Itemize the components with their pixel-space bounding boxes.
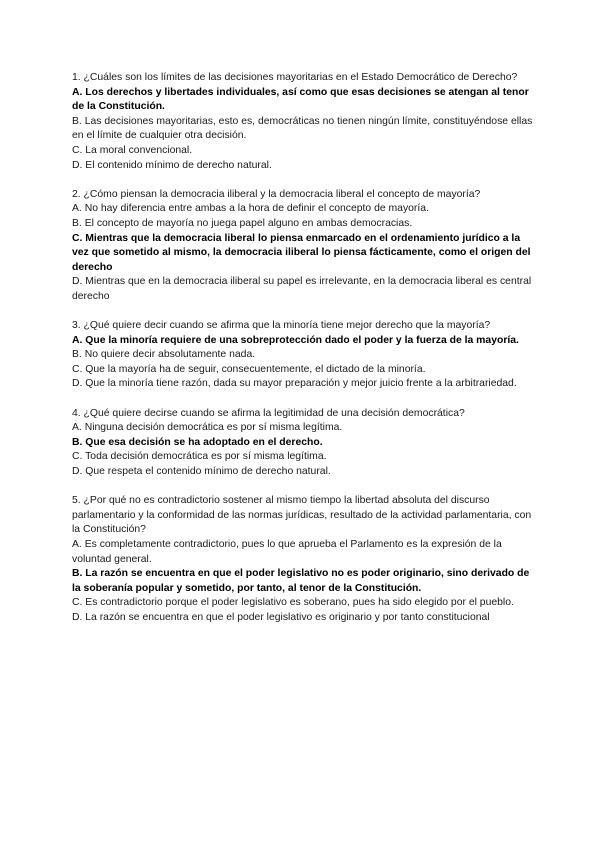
answer-option: B. No quiere decir absolutamente nada.: [72, 349, 256, 361]
answer-option: C. Que la mayoría ha de seguir, consecuentemente, el dictado de la minoría.: [72, 363, 426, 375]
answer-option-correct: B. Que esa decisión se ha adoptado en el derecho.: [72, 436, 323, 448]
question-1: [72, 71, 534, 173]
question-text: 2. ¿Cómo piensan la democracia iliberal y la democracia liberal el concepto de mayoría?: [72, 188, 481, 200]
answer-option-correct: A. Los derechos y libertades individuales, así como que esas decisiones se atengan al tenor de la Constitución.: [72, 86, 529, 113]
answer-option: D. Que respeta el contenido mínimo de derecho natural.: [72, 466, 331, 478]
answer-option-correct: B. La razón se encuentra en que el poder legislativo no es poder originario, sino derivado de la soberanía popular y sometido, por tanto, al tenor de la Constitución.: [72, 568, 530, 594]
question-5: [72, 494, 534, 625]
document-page: [72, 71, 534, 640]
question-text: 4. ¿Qué quiere decirse cuando se afirma la legitimidad de una decisión democrática?: [72, 407, 465, 419]
answer-option: A. Ninguna decisión democrática es por sí misma legítima.: [72, 422, 343, 434]
answer-option: A. Es completamente contradictorio, pues lo que aprueba el Parlamento es la expresión de la voluntad general.: [72, 539, 502, 565]
answer-option: B. Las decisiones mayoritarias, esto es, democráticas no tienen ningún límite, constituyéndose ellas en el límite de cualquier otra decisión.: [72, 115, 533, 142]
answer-option-correct: A. Que la minoría requiere de una sobreprotección dado el poder y la fuerza de la mayoría.: [72, 334, 519, 346]
answer-option-correct: C. Mientras que la democracia liberal lo piensa enmarcado en el ordenamiento jurídico a la vez que sometido al mismo, la democracia iliberal lo piensa fácticamente, como el origen del derecho: [72, 232, 531, 273]
question-text: 3. ¿Qué quiere decir cuando se afirma que la minoría tiene mejor derecho que la mayoría?: [72, 320, 491, 332]
answer-option: D. Que la minoría tiene razón, dada su mayor preparación y mejor juicio frente a la arbitrariedad.: [72, 378, 517, 390]
answer-option: C. Es contradictorio porque el poder legislativo es soberano, pues ha sido elegido por el pueblo.: [72, 597, 514, 609]
question-2: [72, 188, 534, 305]
answer-option: D. Mientras que en la democracia iliberal su papel es irrelevante, en la democracia liberal es central derecho: [72, 276, 532, 302]
question-text: 5. ¿Por qué no es contradictorio sostener al mismo tiempo la libertad absoluta del discurso parlamentario y la conformidad de las normas jurídicas, resultado de la actividad parlamentaria, con la Constitución?: [72, 495, 532, 536]
question-4: [72, 407, 534, 480]
answer-option: A. No hay diferencia entre ambas a la hora de definir el concepto de mayoría.: [72, 203, 429, 215]
answer-option: D. El contenido mínimo de derecho natural.: [72, 159, 272, 171]
question-3: [72, 319, 534, 392]
answer-option: C. La moral convencional.: [72, 144, 193, 156]
answer-option: C. Toda decisión democrática es por sí misma legítima.: [72, 451, 327, 463]
answer-option: D. La razón se encuentra en que el poder legislativo es originario y por tanto constitucional: [72, 611, 490, 623]
question-text: 1. ¿Cuáles son los límites de las decisiones mayoritarias en el Estado Democrático de Derecho?: [72, 72, 518, 83]
answer-option: B. El concepto de mayoría no juega papel alguno en ambas democracias.: [72, 217, 413, 229]
